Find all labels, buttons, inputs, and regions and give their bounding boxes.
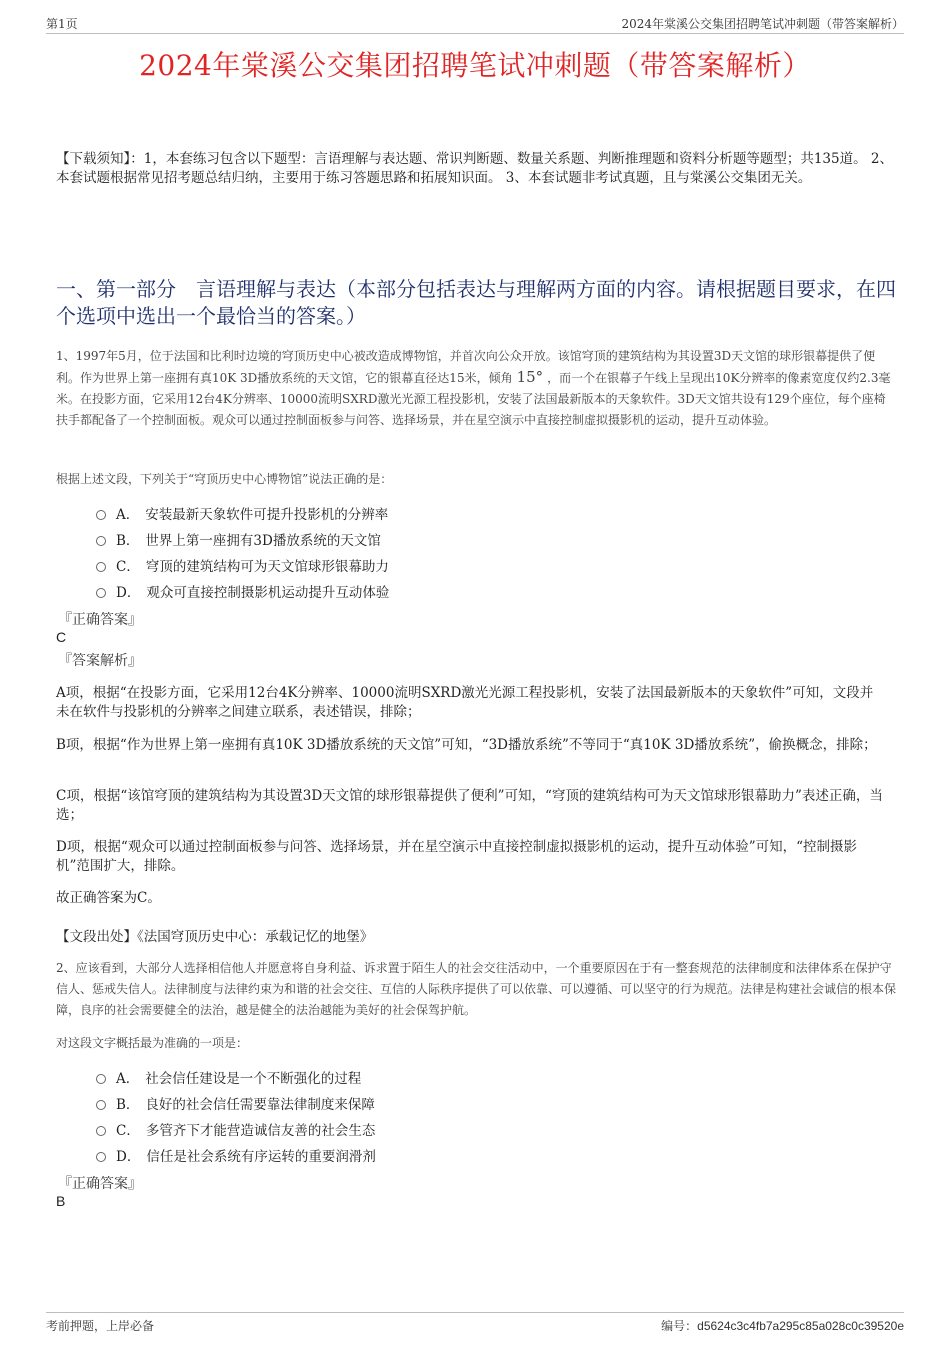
option-a[interactable]: A． 安装最新天象软件可提升投影机的分辨率 [96,500,876,526]
option-c[interactable]: C． 多管齐下才能营造诚信友善的社会生态 [96,1116,876,1142]
radio-icon[interactable] [96,588,106,598]
analysis-conclusion: 故正确答案为C。 [56,890,161,906]
analysis-d: D项，根据“观众可以通过控制面板参与问答、选择场景，并在星空演示中直接控制虚拟摄影机的运动，提升互动体验”可知，“控制摄影机”范围扩大，排除。 [56,839,858,874]
question-2-passage: 2、应该看到，大部分人选择相信他人并愿意将自身利益、诉求置于陌生人的社会交往活动中，一个重要原因在于有一整套规范的法律制度和法律体系在保护守信人、惩戒失信人。法律制度与法律约束为和谐的社会交往、互信的人际秩序提供了可以依靠、可以遵循、可以坚守的行为规范。法律是构建社会诚信的根本保障，良序的社会需要健全的法治，越是健全的法治越能为美好的社会保驾护航。 [56,961,897,1017]
section-heading: 一、第一部分 言语理解与表达（本部分包括表达与理解两方面的内容。请根据题目要求，在四个选项中选出一个最恰当的答案。） [56,277,896,328]
page-header [46,13,904,34]
header-doc-title: 2024年棠溪公交集团招聘笔试冲刺题（带答案解析） [621,17,904,31]
question-1-passage: 1、1997年5月，位于法国和比利时边境的穹顶历史中心被改造成博物馆，并首次向公众开放。该馆穹顶的建筑结构为其设置3D天文馆的球形银幕提供了便利。作为世界上第一座拥有真10K 3D播放系统的天文馆，它的银幕直径达15米，倾角 15° ，而一个在银幕子午线上呈现出10K分辨率的像素宽度仅约2.3毫米。在投影方面，它采用12台4K分辨率、10000流明SXRD激光光源工程投影机，安装了法国最新版本的天象软件。3D天文馆共设有129个座位，每个座椅扶手都配备了一个控制面板。观众可以通过控制面板参与问答、选择场景，并在星空演示中直接控制虚拟摄影机的运动，提升互动体验。 [56,349,891,427]
page-number: 第1页 [46,17,78,31]
radio-icon[interactable] [96,510,106,520]
option-b[interactable]: B． 世界上第一座拥有3D播放系统的天文馆 [96,526,876,552]
radio-icon[interactable] [96,1074,106,1084]
angle-value: 15° [516,368,544,386]
option-d[interactable]: D． 信任是社会系统有序运转的重要润滑剂 [96,1142,876,1168]
footer-slogan: 考前押题，上岸必备 [46,1319,155,1333]
passage-source: 【文段出处】《法国穹顶历史中心：承载记忆的地堡》 [56,929,374,945]
option-c[interactable]: C． 穹顶的建筑结构可为天文馆球形银幕助力 [96,552,876,578]
radio-icon[interactable] [96,1126,106,1136]
analysis-c: C项，根据“该馆穹顶的建筑结构为其设置3D天文馆的球形银幕提供了便利”可知，“穹顶的建筑结构可为天文馆球形银幕助力”表述正确，当选； [56,788,883,823]
question-1-stem: 根据上述文段，下列关于“穹顶历史中心博物馆”说法正确的是： [56,472,393,486]
radio-icon[interactable] [96,1100,106,1110]
option-b[interactable]: B． 良好的社会信任需要靠法律制度来保障 [96,1090,876,1116]
answer-label: 『正确答案』 [58,612,142,628]
correct-answer: C [56,629,67,645]
document-code: 编号：d5624c3c4fb7a295c85a028c0c39520e [661,1319,904,1333]
option-d[interactable]: D． 观众可直接控制摄影机运动提升互动体验 [96,578,876,604]
page-footer [46,1312,904,1333]
option-a[interactable]: A． 社会信任建设是一个不断强化的过程 [96,1064,876,1090]
analysis-b: B项，根据“作为世界上第一座拥有真10K 3D播放系统的天文馆”可知，“3D播放系统”不等同于“真10K 3D播放系统”，偷换概念，排除； [56,737,877,753]
question-2-stem: 对这段文字概括最为准确的一项是： [56,1036,249,1050]
radio-icon[interactable] [96,562,106,572]
radio-icon[interactable] [96,1152,106,1162]
question-1-options [96,500,876,604]
document-title: 2024年棠溪公交集团招聘笔试冲刺题（带答案解析） [139,49,811,82]
answer-label: 『正确答案』 [58,1176,142,1192]
analysis-label: 『答案解析』 [58,653,142,669]
download-notice: 【下载须知】：1，本套练习包含以下题型：言语理解与表达题、常识判断题、数量关系题、判断推理题和资料分析题等题型；共135道。 2、本套试题根据常见招考题总结归纳，主要用于练习答题思路和拓展知识面。 3、本套试题非考试真题，且与棠溪公交集团无关。 [56,151,893,186]
analysis-a: A项，根据“在投影方面，它采用12台4K分辨率、10000流明SXRD激光光源工程投影机，安装了法国最新版本的天象软件”可知，文段并未在软件与投影机的分辨率之间建立联系，表述错误，排除； [56,685,874,720]
correct-answer: B [56,1193,66,1209]
question-2-options [96,1064,876,1168]
radio-icon[interactable] [96,536,106,546]
